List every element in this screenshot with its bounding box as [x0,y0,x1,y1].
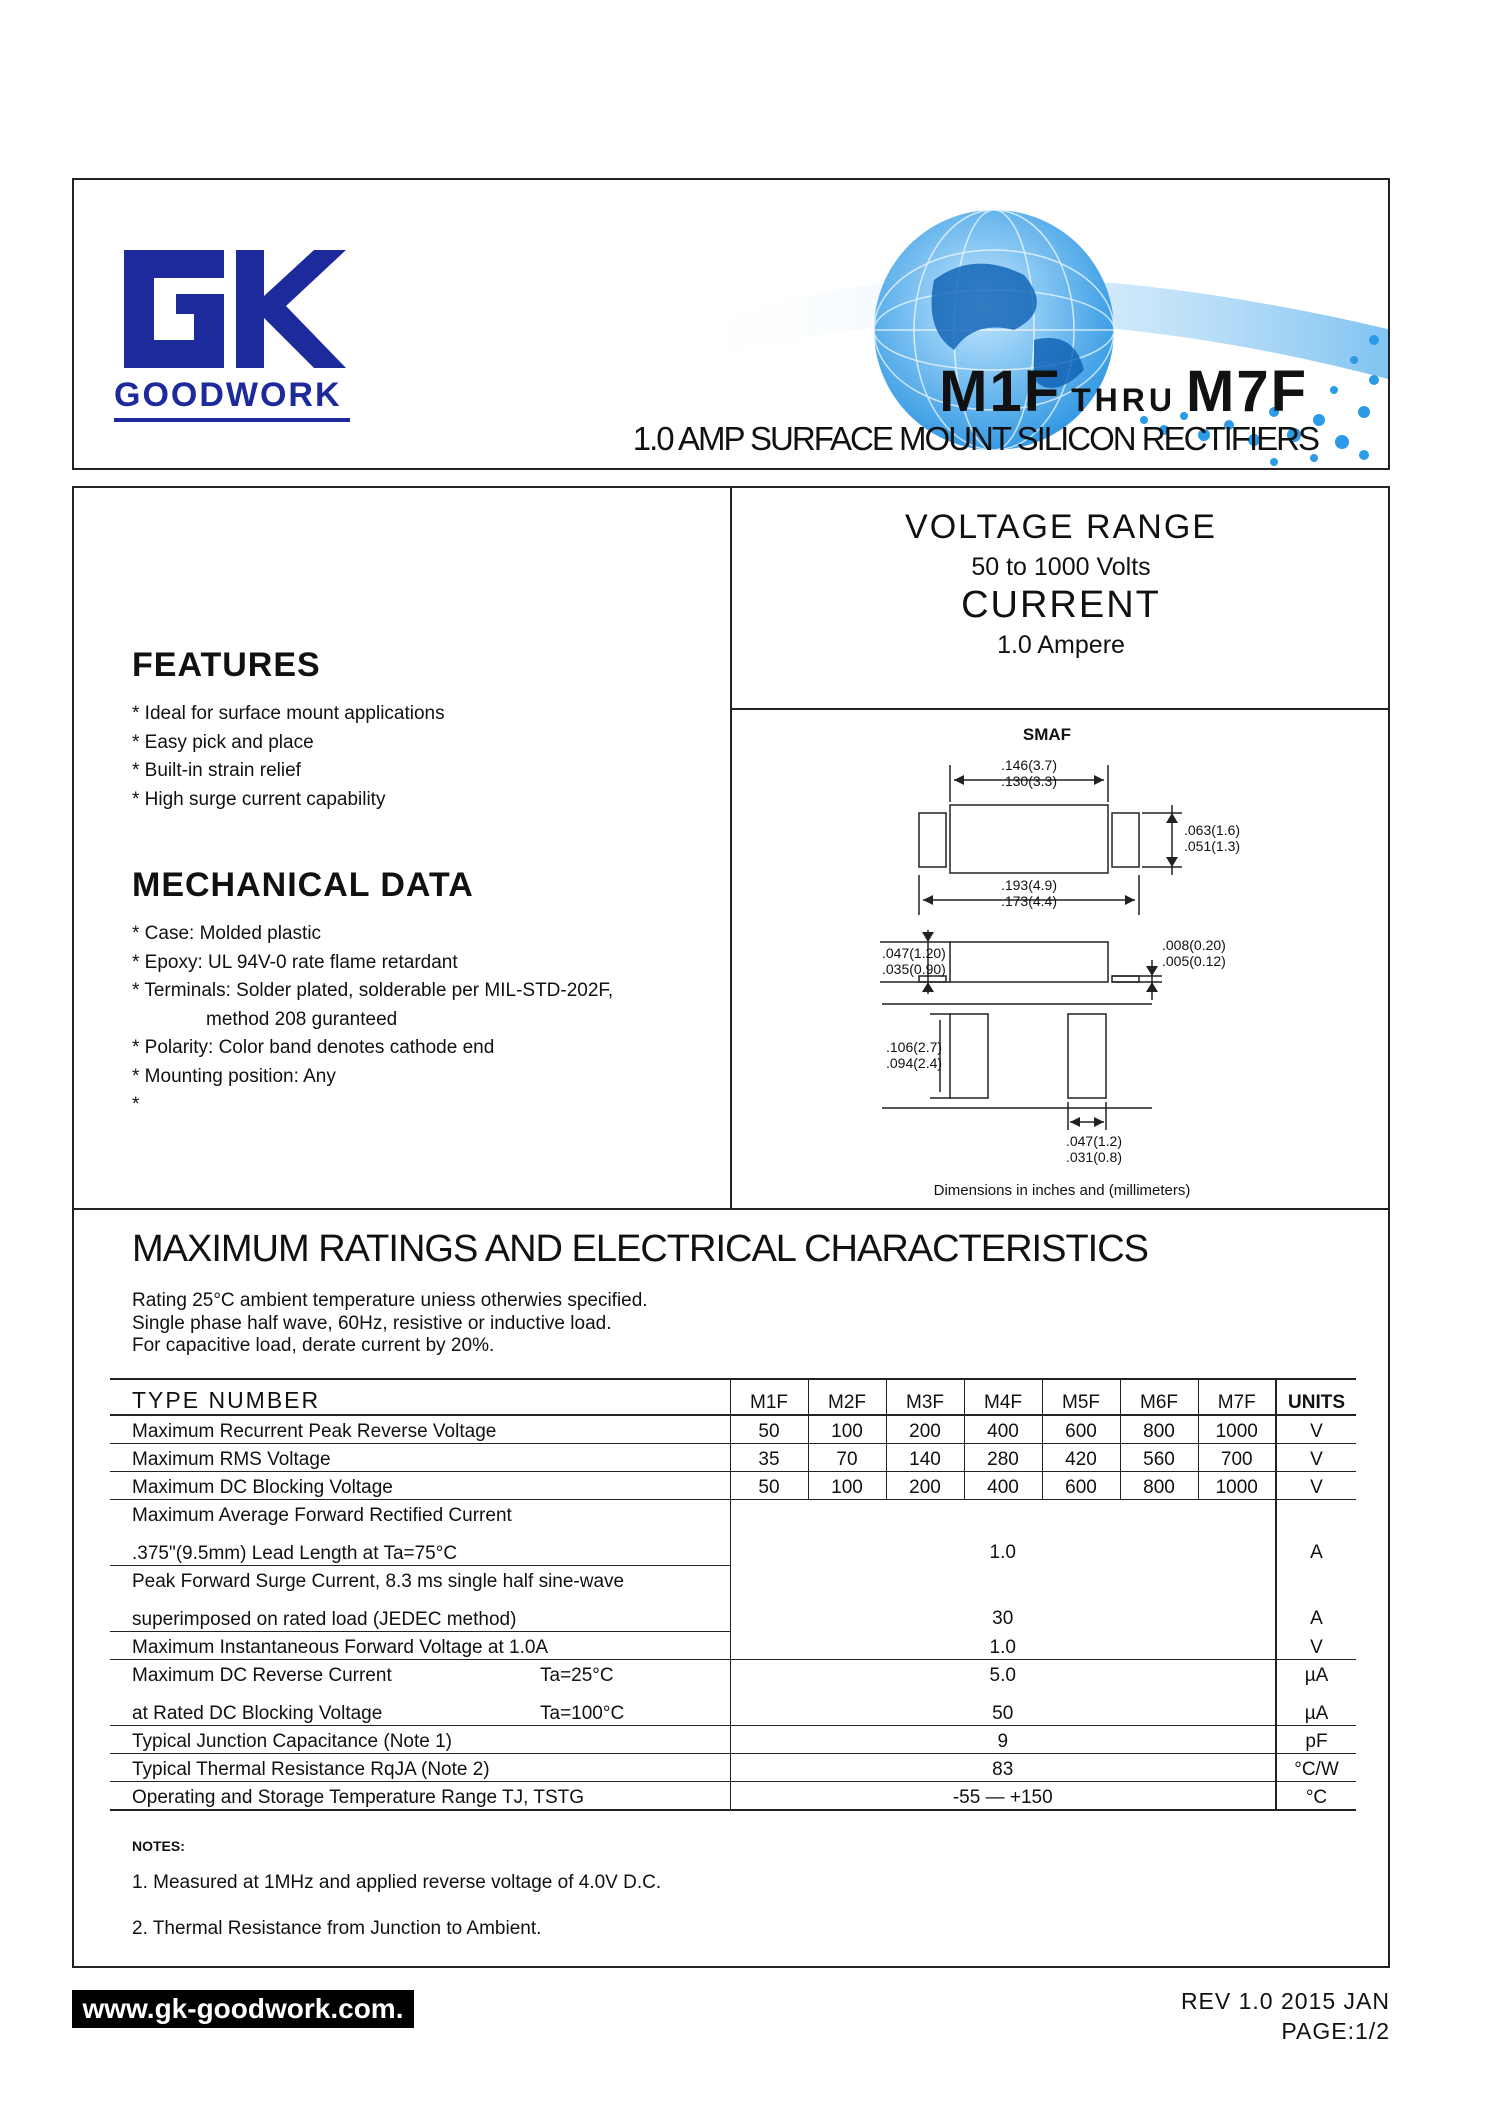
dim-label: .130(3.3) [1000,773,1058,789]
title-first-part: M1F [939,359,1062,424]
voltage-heading: VOLTAGE RANGE [905,508,1217,546]
cell-value: 35 [730,1444,808,1472]
param-name [110,1687,730,1726]
cell-value: 100 [808,1472,886,1500]
cell-value: 1.0 [730,1632,1276,1660]
mechanical-heading: MECHANICAL DATA [132,866,474,904]
list-item: method 208 guranteed [206,1008,398,1030]
type-header: M1F [730,1379,808,1415]
dim-label: .031(0.8) [1065,1149,1123,1165]
param-name-cont: superimposed on rated load (JEDEC method) [110,1593,730,1632]
ratings-description [132,1290,648,1358]
list-item: * Mounting position: Any [132,1065,336,1087]
cell-value: 800 [1120,1415,1198,1444]
cell-unit: A [1276,1500,1356,1566]
cell-value: 83 [730,1754,1276,1782]
package-name: SMAF [1022,725,1072,744]
cell-unit: µA [1276,1687,1356,1726]
dim-label: .146(3.7) [1000,757,1058,773]
param-name: Peak Forward Surge Current, 8.3 ms single half sine-wave [132,1571,625,1592]
table-row [110,1754,1356,1782]
current-heading: CURRENT [961,584,1161,626]
cell-unit: µA [1276,1660,1356,1688]
revision-label: REV 1.0 2015 JAN [1180,1988,1390,2014]
param-name: Operating and Storage Temperature Range TJ, TSTG [110,1782,730,1811]
type-header: M7F [1198,1379,1276,1415]
dim-label: .193(4.9) [1000,877,1058,893]
dim-label: .035(0.90) [882,961,946,977]
cell-value: 5.0 [730,1660,1276,1688]
voltage-value: 50 to 1000 Volts [971,553,1151,581]
title-thru: THRU [1071,382,1176,418]
note-item: 2. Thermal Resistance from Junction to Ambient. [132,1918,542,1939]
features-heading: FEATURES [132,646,321,684]
dim-label: .047(1.2) [1065,1133,1123,1149]
param-name: Typical Thermal Resistance RqJA (Note 2) [110,1754,730,1782]
dim-label: .008(0.20) [1162,937,1226,953]
cell-value: 600 [1042,1415,1120,1444]
list-item: * [132,1094,140,1115]
param-name-cont: .375"(9.5mm) Lead Length at Ta=75°C [110,1527,730,1566]
list-item: * Terminals: Solder plated, solderable per MIL-STD-202F, [132,980,614,1001]
table-row [110,1726,1356,1754]
dim-label: .005(0.12) [1162,953,1226,969]
ir-condition: Ta=100°C [540,1703,625,1724]
list-item: * Polarity: Color band denotes cathode end [132,1037,495,1058]
current-value: 1.0 Ampere [997,631,1125,659]
ratings-desc-line: Rating 25°C ambient temperature uniess otherwies specified. [132,1290,648,1311]
type-number-label: TYPE NUMBER [110,1379,730,1415]
cell-value: 560 [1120,1444,1198,1472]
param-name: Maximum Instantaneous Forward Voltage at 1.0A [110,1632,730,1660]
revision-block [1181,1986,1390,2046]
param-name: Maximum Average Forward Rectified Current [132,1505,512,1526]
bottom-view-pad-left [950,1014,988,1098]
page-number: PAGE:1/2 [1281,2018,1390,2044]
ir-condition: Ta=25°C [540,1665,614,1686]
cell-value: 30 [730,1566,1276,1632]
dim-label: .047(1.20) [882,945,946,961]
cell-unit: V [1276,1632,1356,1660]
ratings-title: MAXIMUM RATINGS AND ELECTRICAL CHARACTERISTICS [132,1228,1149,1270]
list-item: * Easy pick and place [132,731,314,753]
package-outline-drawing [732,710,1390,1208]
cell-value: 420 [1042,1444,1120,1472]
top-view-body [950,805,1108,873]
type-header: M4F [964,1379,1042,1415]
param-name: Maximum RMS Voltage [110,1444,730,1472]
cell-value: 1.0 [730,1500,1276,1566]
units-header: UNITS [1276,1379,1356,1415]
table-row [110,1632,1356,1660]
voltage-range-block [732,508,1390,660]
dim-label: .173(4.4) [1000,893,1058,909]
cell-value: 700 [1198,1444,1276,1472]
table-row [110,1660,1356,1688]
notes-section [132,1838,661,1964]
dim-label: .106(2.7) [886,1039,943,1055]
dim-label: .094(2.4) [886,1055,943,1071]
cell-value: 400 [964,1415,1042,1444]
ratings-box [72,1210,1390,1968]
cell-value: -55 — +150 [730,1782,1276,1811]
cell-unit: °C/W [1276,1754,1356,1782]
list-item: * Built-in strain relief [132,760,301,781]
brand-underline [114,418,350,422]
note-item: 1. Measured at 1MHz and applied reverse voltage of 4.0V D.C. [132,1872,662,1893]
features-list [132,700,445,814]
table-row [110,1472,1356,1500]
table-row [110,1444,1356,1472]
cell-value: 50 [730,1472,808,1500]
ratings-table [110,1378,1356,1811]
table-row [110,1687,1356,1726]
goodwork-logo-icon [114,240,350,372]
cell-value: 280 [964,1444,1042,1472]
page-title [939,358,1308,425]
cell-unit: V [1276,1472,1356,1500]
list-item: * Ideal for surface mount applications [132,703,445,724]
cell-value: 9 [730,1726,1276,1754]
type-header: M6F [1120,1379,1198,1415]
top-view-lead-right [1112,813,1139,867]
type-header: M5F [1042,1379,1120,1415]
table-row [110,1782,1356,1811]
table-row [110,1566,1356,1594]
cell-value: 100 [808,1415,886,1444]
ratings-desc-line: For capacitive load, derate current by 20%. [132,1335,495,1356]
table-row [110,1415,1356,1444]
cell-value: 200 [886,1472,964,1500]
param-name [110,1660,730,1688]
table-row [110,1500,1356,1528]
top-view-lead-left [919,813,946,867]
cell-unit: V [1276,1415,1356,1444]
dim-label: .051(1.3) [1184,838,1241,854]
header-box [72,178,1390,470]
cell-unit: V [1276,1444,1356,1472]
cell-value: 800 [1120,1472,1198,1500]
title-last-part: M7F [1186,359,1308,424]
cell-value: 1000 [1198,1415,1276,1444]
features-box [72,486,1390,1210]
website-link[interactable]: www.gk-goodwork.com. [72,1990,414,2028]
param-name: Maximum Recurrent Peak Reverse Voltage [110,1415,730,1444]
mechanical-list [132,920,613,1120]
bottom-view-pad-right [1068,1014,1106,1098]
param-name: Typical Junction Capacitance (Note 1) [110,1726,730,1754]
ir-label: at Rated DC Blocking Voltage [132,1703,383,1724]
cell-value: 70 [808,1444,886,1472]
list-item: * High surge current capability [132,788,386,810]
cell-value: 600 [1042,1472,1120,1500]
cell-value: 50 [730,1687,1276,1726]
cell-value: 50 [730,1415,808,1444]
table-header-row [110,1379,1356,1415]
cell-unit: pF [1276,1726,1356,1754]
ir-label: Maximum DC Reverse Current [132,1665,392,1686]
cell-value: 140 [886,1444,964,1472]
notes-heading: NOTES: [132,1838,185,1854]
list-item: * Epoxy: UL 94V-0 rate flame retardant [132,951,458,973]
param-name: Maximum DC Blocking Voltage [110,1472,730,1500]
cell-value: 1000 [1198,1472,1276,1500]
cell-unit: °C [1276,1782,1356,1811]
side-view-body [950,942,1108,982]
cell-value: 200 [886,1415,964,1444]
dimensions-caption: Dimensions in inches and (millimeters) [933,1182,1191,1199]
ratings-desc-line: Single phase half wave, 60Hz, resistive or inductive load. [132,1312,612,1334]
type-header: M3F [886,1379,964,1415]
page-subtitle: 1.0 AMP SURFACE MOUNT SILICON RECTIFIERS [632,420,1318,457]
brand-name: GOODWORK [114,376,342,414]
dim-label: .063(1.6) [1184,822,1241,838]
cell-value: 400 [964,1472,1042,1500]
cell-unit: A [1276,1566,1356,1632]
list-item: * Case: Molded plastic [132,923,322,944]
type-header: M2F [808,1379,886,1415]
